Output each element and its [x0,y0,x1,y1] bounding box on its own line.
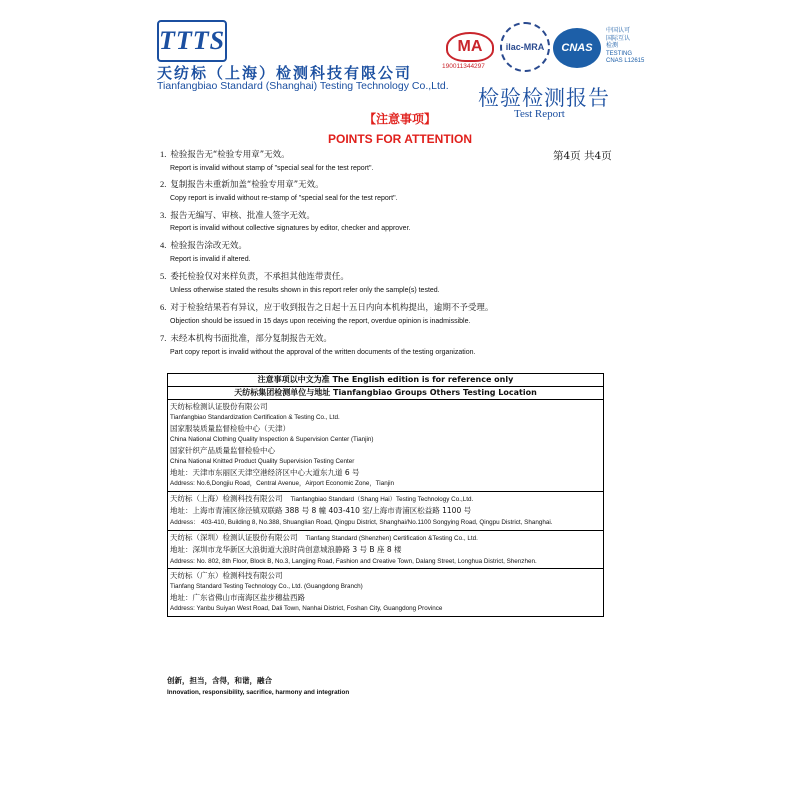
address-cn: 地址：广东省佛山市南海区盐步穗盐西路 [170,593,305,602]
cnas-side-text: 中国认可 国际互认 检测 TESTING CNAS L12615 [606,28,645,64]
company-name-en: Tianfangbiao Standard (Shanghai) Testing Technology Co.,Ltd. [157,80,449,92]
note-3-cn: 3. 报告无编写、审核、批准人签字无效。 [160,210,315,221]
center-name-cn: 国家针织产品质量监督检验中心 [170,446,275,455]
note-6-en: Objection should be issued in 15 days upon receiving the report, overdue opinion is inadmissible. [170,318,471,325]
location-name-cn: 天纺标检测认证股份有限公司 [170,402,268,411]
location-name-en: Tianfang Standard Testing Technology Co., Ltd. (Guangdong Branch) [170,583,363,590]
address-en: Address: No.6,Dongjiu Road，Central Avenue，Airport Economic Zone，Tianjin [170,480,395,487]
cnas-mark: CNAS [553,28,601,68]
address-cn: 地址：天津市东丽区天津空港经济区中心大道东九道 6 号 [170,468,360,477]
note-1-cn: 1. 检验报告无“检验专用章”无效。 [160,149,290,160]
note-7-en: Part copy report is invalid without the approval of the written documents of the testing organization. [170,349,476,356]
note-4-en: Report is invalid if altered. [170,256,251,263]
center-name-en: China National Clothing Quality Inspection & Supervision Center (Tianjin) [170,436,374,443]
center-name-en: China National Knitted Product Quality Supervision Testing Center [170,458,355,465]
location-name: 天纺标（上海）检测科技有限公司 Tianfangbiao Standard（Shang Hai）Testing Technology Co.,Ltd. [170,494,474,503]
note-3-en: Report is invalid without collective signatures by editor, checker and approver. [170,225,411,232]
location-name-cn: 天纺标（广东）检测科技有限公司 [170,571,283,580]
location-guangdong [168,569,603,616]
ma-certification-mark: MA [446,32,494,62]
note-4-cn: 4. 检验报告涂改无效。 [160,240,247,251]
table-header-locations: 天纺标集团检测单位与地址 Tianfangbiao Groups Others Testing Location [168,387,603,400]
location-tianjin [168,400,603,492]
address-cn: 地址：上海市青浦区徐泾镇双联路 388 号 8 幢 403-410 室/上海市青浦区松益路 1100 号 [170,506,472,515]
location-name: 天纺标（深圳）检测认证股份有限公司 Tianfang Standard (Shenzhen) Certification &Testing Co., Ltd. [170,532,478,542]
company-name-cn: 天纺标（上海）检测科技有限公司 [157,64,413,82]
center-name-cn: 国家服装质量监督检验中心（天津） [170,424,290,433]
note-6-cn: 6. 对于检验结果若有异议，应于收到报告之日起十五日内向本机构提出，逾期不予受理。 [160,302,494,313]
note-1-en: Report is invalid without stamp of "special seal for the test report". [170,165,374,172]
table-header-language: 注意事项以中文为准 The English edition is for reference only [168,374,603,387]
motto-cn: 创新，担当，含得，和谐，融合 [167,676,272,685]
location-shenzhen [168,531,603,570]
address-cn: 地址：深圳市龙华新区大浪街道大浪时尚创意城浪静路 3 号 B 座 8 楼 [170,544,402,554]
testing-locations-table [167,373,604,617]
note-5-en: Unless otherwise stated the results shown in this report refer only the sample(s) tested. [170,287,440,294]
note-7-cn: 7. 未经本机构书面批准，部分复制报告无效。 [160,333,332,344]
ilac-mra-mark: ilac-MRA [500,22,550,72]
motto-en: Innovation, responsibility, sacrifice, harmony and integration [167,689,350,696]
location-shanghai [168,492,603,531]
company-logo: TTTS [157,20,227,62]
attention-title-en: POINTS FOR ATTENTION [328,132,472,146]
report-title-cn: 检验检测报告 [478,86,610,110]
report-title-en: Test Report [514,108,565,120]
address-en: Address: Yanbu Suiyan West Road, Dali Town, Nanhai District, Foshan City, Guangdong Province [170,605,443,612]
note-5-cn: 5. 委托检验仅对来样负责，不承担其他连带责任。 [160,271,349,282]
attention-title-cn: 【注意事项】 [363,112,436,126]
note-2-en: Copy report is invalid without re-stamp of "special seal for the test report". [170,195,398,202]
address-en: Address： 403-410, Building 8, No.388, Shuanglian Road, Qingpu District, Shanghai/No.1100 Songying Road, Qingpu District, Shanghai. [170,519,553,526]
address-en: Address: No. 802, 8th Floor, Block B, No.3, Langjing Road, Fashion and Creative Town, Dalang Street, Longhua District, Shenzhen. [170,557,537,565]
location-name-en: Tianfangbiao Standardization Certification & Testing Co., Ltd. [170,414,340,421]
page-info: 第4页 共4页 [553,150,612,162]
note-2-cn: 2. 复制报告未重新加盖“检验专用章”无效。 [160,179,324,190]
ma-certification-number: 190011344297 [442,63,485,70]
